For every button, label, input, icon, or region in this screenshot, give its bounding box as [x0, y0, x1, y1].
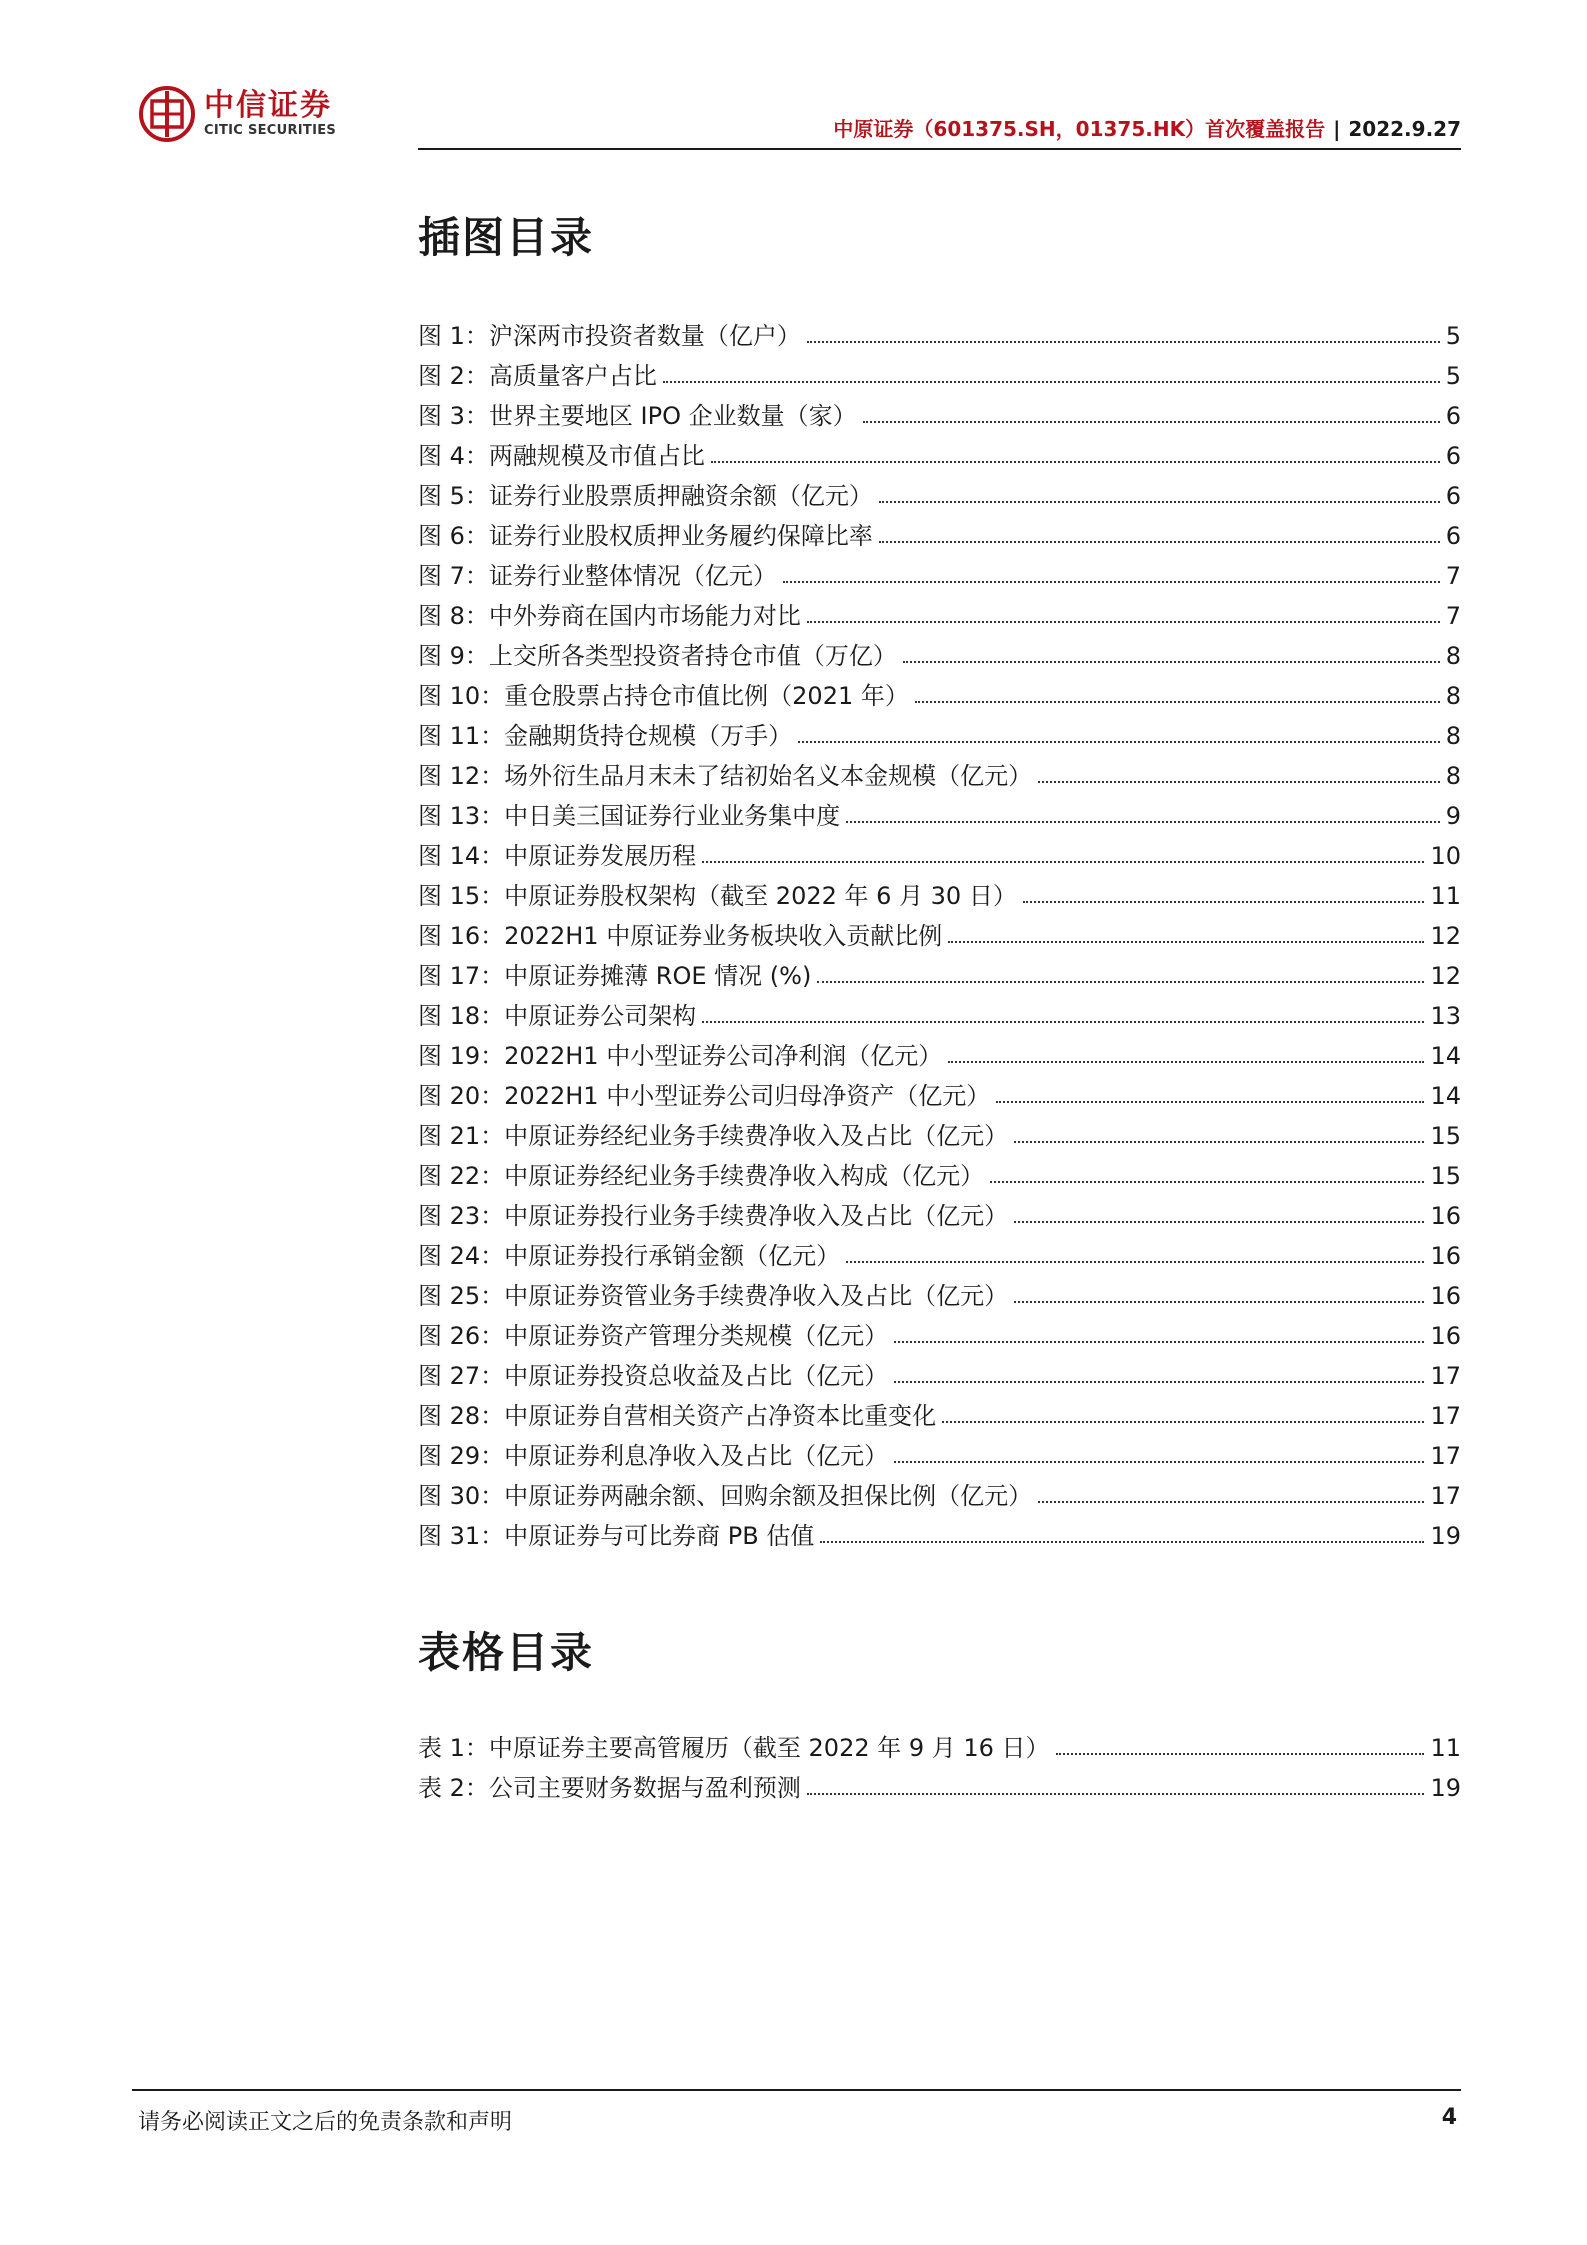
toc-entry-label: 图 16：2022H1 中原证券业务板块收入贡献比例 [418, 922, 943, 950]
report-title: 中原证券（601375.SH，01375.HK）首次覆盖报告 [833, 117, 1326, 141]
toc-entry[interactable] [418, 1152, 1461, 1192]
toc-leader-dots [846, 1261, 1424, 1263]
toc-entry-page: 12 [1430, 962, 1461, 990]
report-date: 2022.9.27 [1348, 117, 1461, 141]
toc-entry-label: 图 29：中原证券利息净收入及占比（亿元） [418, 1442, 889, 1470]
toc-entry-label: 图 7：证券行业整体情况（亿元） [418, 562, 777, 590]
toc-entry-page: 8 [1445, 642, 1461, 670]
toc-leader-dots [1038, 781, 1440, 783]
header-divider [418, 148, 1461, 150]
figures-toc-list [418, 312, 1461, 1552]
toc-entry-label: 表 1：中原证券主要高管履历（截至 2022 年 9 月 16 日） [418, 1734, 1050, 1762]
toc-entry-page: 5 [1445, 322, 1461, 350]
toc-leader-dots [948, 941, 1424, 943]
toc-entry[interactable] [418, 352, 1461, 392]
toc-entry-page: 17 [1430, 1482, 1461, 1510]
report-header-title [833, 113, 1461, 142]
toc-entry-page: 19 [1430, 1774, 1461, 1802]
toc-entry-page: 15 [1430, 1122, 1461, 1150]
header-separator: | [1333, 117, 1341, 141]
toc-entry-page: 8 [1445, 762, 1461, 790]
toc-leader-dots [702, 861, 1424, 863]
toc-entry-page: 7 [1445, 602, 1461, 630]
toc-leader-dots [1014, 1221, 1424, 1223]
toc-leader-dots [798, 741, 1440, 743]
toc-entry[interactable] [418, 632, 1461, 672]
toc-entry-label: 表 2：公司主要财务数据与盈利预测 [418, 1774, 801, 1802]
toc-entry[interactable] [418, 1724, 1461, 1764]
toc-entry[interactable] [418, 1032, 1461, 1072]
toc-entry[interactable] [418, 1432, 1461, 1472]
toc-entry-page: 11 [1430, 1734, 1461, 1762]
toc-entry[interactable] [418, 1472, 1461, 1512]
toc-entry-label: 图 22：中原证券经纪业务手续费净收入构成（亿元） [418, 1162, 985, 1190]
toc-entry[interactable] [418, 752, 1461, 792]
toc-entry-label: 图 14：中原证券发展历程 [418, 842, 697, 870]
footer-disclaimer: 请务必阅读正文之后的免责条款和声明 [138, 2110, 513, 2135]
toc-entry-label: 图 23：中原证券投行业务手续费净收入及占比（亿元） [418, 1202, 1009, 1230]
page-header [0, 0, 1587, 160]
toc-entry[interactable] [418, 312, 1461, 352]
toc-entry-label: 图 27：中原证券投资总收益及占比（亿元） [418, 1362, 889, 1390]
toc-leader-dots [711, 461, 1440, 463]
toc-entry[interactable] [418, 712, 1461, 752]
toc-entry-label: 图 26：中原证券资产管理分类规模（亿元） [418, 1322, 889, 1350]
toc-entry-page: 10 [1430, 842, 1461, 870]
toc-leader-dots [807, 621, 1440, 623]
toc-leader-dots [990, 1181, 1424, 1183]
figures-toc-title: 插图目录 [418, 213, 595, 262]
toc-entry-page: 11 [1430, 882, 1461, 910]
toc-entry[interactable] [418, 592, 1461, 632]
toc-entry[interactable] [418, 432, 1461, 472]
logo-chinese-name: 中信证券 [204, 88, 332, 123]
toc-leader-dots [1023, 901, 1425, 903]
toc-entry-label: 图 13：中日美三国证券行业业务集中度 [418, 802, 841, 830]
toc-entry-page: 6 [1445, 402, 1461, 430]
toc-entry-label: 图 17：中原证券摊薄 ROE 情况 (%) [418, 962, 812, 990]
toc-leader-dots [1038, 1501, 1424, 1503]
page-number: 4 [1441, 2105, 1457, 2130]
toc-entry[interactable] [418, 552, 1461, 592]
toc-entry[interactable] [418, 1272, 1461, 1312]
toc-entry-label: 图 1：沪深两市投资者数量（亿户） [418, 322, 801, 350]
toc-entry-label: 图 12：场外衍生品月末未了结初始名义本金规模（亿元） [418, 762, 1033, 790]
toc-leader-dots [702, 1021, 1424, 1023]
toc-leader-dots [996, 1101, 1424, 1103]
toc-entry-label: 图 21：中原证券经纪业务手续费净收入及占比（亿元） [418, 1122, 1009, 1150]
toc-entry-page: 17 [1430, 1442, 1461, 1470]
toc-leader-dots [1014, 1141, 1424, 1143]
toc-entry[interactable] [418, 912, 1461, 952]
toc-leader-dots [817, 981, 1424, 983]
toc-leader-dots [915, 701, 1440, 703]
toc-entry-page: 15 [1430, 1162, 1461, 1190]
toc-leader-dots [942, 1421, 1424, 1423]
toc-entry[interactable] [418, 512, 1461, 552]
toc-entry-label: 图 28：中原证券自营相关资产占净资本比重变化 [418, 1402, 937, 1430]
toc-entry-label: 图 11：金融期货持仓规模（万手） [418, 722, 793, 750]
toc-leader-dots [807, 1793, 1425, 1795]
toc-entry-page: 7 [1445, 562, 1461, 590]
toc-leader-dots [807, 341, 1440, 343]
toc-entry-page: 17 [1430, 1362, 1461, 1390]
toc-entry[interactable] [418, 672, 1461, 712]
toc-entry-page: 19 [1430, 1522, 1461, 1550]
toc-entry-label: 图 8：中外券商在国内市场能力对比 [418, 602, 801, 630]
toc-leader-dots [846, 821, 1440, 823]
toc-entry-label: 图 9：上交所各类型投资者持仓市值（万亿） [418, 642, 897, 670]
toc-entry-page: 9 [1445, 802, 1461, 830]
toc-entry[interactable] [418, 1352, 1461, 1392]
toc-entry-page: 16 [1430, 1322, 1461, 1350]
toc-entry-page: 12 [1430, 922, 1461, 950]
toc-leader-dots [820, 1541, 1424, 1543]
toc-entry[interactable] [418, 1764, 1461, 1804]
logo-english-name: CITIC SECURITIES [204, 123, 337, 138]
toc-leader-dots [663, 381, 1440, 383]
toc-entry-page: 14 [1430, 1082, 1461, 1110]
toc-entry-page: 8 [1445, 722, 1461, 750]
toc-entry-label: 图 31：中原证券与可比券商 PB 估值 [418, 1522, 815, 1550]
toc-entry-label: 图 20：2022H1 中小型证券公司归母净资产（亿元） [418, 1082, 991, 1110]
toc-entry-page: 16 [1430, 1282, 1461, 1310]
toc-entry[interactable] [418, 952, 1461, 992]
citic-logo [138, 85, 336, 143]
toc-entry-label: 图 15：中原证券股权架构（截至 2022 年 6 月 30 日） [418, 882, 1017, 910]
toc-leader-dots [1014, 1301, 1424, 1303]
toc-leader-dots [879, 541, 1440, 543]
toc-leader-dots [894, 1381, 1424, 1383]
toc-leader-dots [1056, 1753, 1425, 1755]
toc-entry-label: 图 4：两融规模及市值占比 [418, 442, 705, 470]
toc-entry-label: 图 25：中原证券资管业务手续费净收入及占比（亿元） [418, 1282, 1009, 1310]
toc-entry[interactable] [418, 1112, 1461, 1152]
toc-entry-page: 17 [1430, 1402, 1461, 1430]
toc-entry-page: 6 [1445, 522, 1461, 550]
toc-entry-page: 5 [1445, 362, 1461, 390]
toc-entry-label: 图 30：中原证券两融余额、回购余额及担保比例（亿元） [418, 1482, 1033, 1510]
toc-leader-dots [903, 661, 1440, 663]
toc-leader-dots [894, 1461, 1424, 1463]
tables-toc-title: 表格目录 [418, 1628, 595, 1677]
toc-entry-label: 图 24：中原证券投行承销金额（亿元） [418, 1242, 841, 1270]
toc-entry-page: 6 [1445, 442, 1461, 470]
toc-entry[interactable] [418, 472, 1461, 512]
toc-entry-label: 图 19：2022H1 中小型证券公司净利润（亿元） [418, 1042, 943, 1070]
toc-leader-dots [783, 581, 1440, 583]
toc-entry-page: 6 [1445, 482, 1461, 510]
toc-leader-dots [879, 501, 1440, 503]
toc-entry-page: 14 [1430, 1042, 1461, 1070]
toc-entry-page: 16 [1430, 1242, 1461, 1270]
toc-entry[interactable] [418, 1312, 1461, 1352]
toc-entry-label: 图 18：中原证券公司架构 [418, 1002, 697, 1030]
toc-entry[interactable] [418, 792, 1461, 832]
toc-entry[interactable] [418, 872, 1461, 912]
citic-emblem-icon [138, 85, 196, 143]
toc-entry-page: 8 [1445, 682, 1461, 710]
toc-entry[interactable] [418, 1392, 1461, 1432]
toc-leader-dots [863, 421, 1440, 423]
footer-divider [132, 2089, 1461, 2091]
toc-entry-label: 图 5：证券行业股票质押融资余额（亿元） [418, 482, 873, 510]
toc-entry[interactable] [418, 1232, 1461, 1272]
toc-entry[interactable] [418, 1192, 1461, 1232]
toc-entry-page: 16 [1430, 1202, 1461, 1230]
toc-leader-dots [948, 1061, 1424, 1063]
toc-entry[interactable] [418, 1072, 1461, 1112]
toc-entry-label: 图 3：世界主要地区 IPO 企业数量（家） [418, 402, 857, 430]
toc-entry[interactable] [418, 1512, 1461, 1552]
tables-toc-list [418, 1724, 1461, 1804]
toc-entry-label: 图 6：证券行业股权质押业务履约保障比率 [418, 522, 873, 550]
toc-entry[interactable] [418, 832, 1461, 872]
toc-entry[interactable] [418, 992, 1461, 1032]
toc-entry-label: 图 2：高质量客户占比 [418, 362, 657, 390]
toc-leader-dots [894, 1341, 1424, 1343]
toc-entry-page: 13 [1430, 1002, 1461, 1030]
toc-entry-label: 图 10：重仓股票占持仓市值比例（2021 年） [418, 682, 909, 710]
toc-entry[interactable] [418, 392, 1461, 432]
